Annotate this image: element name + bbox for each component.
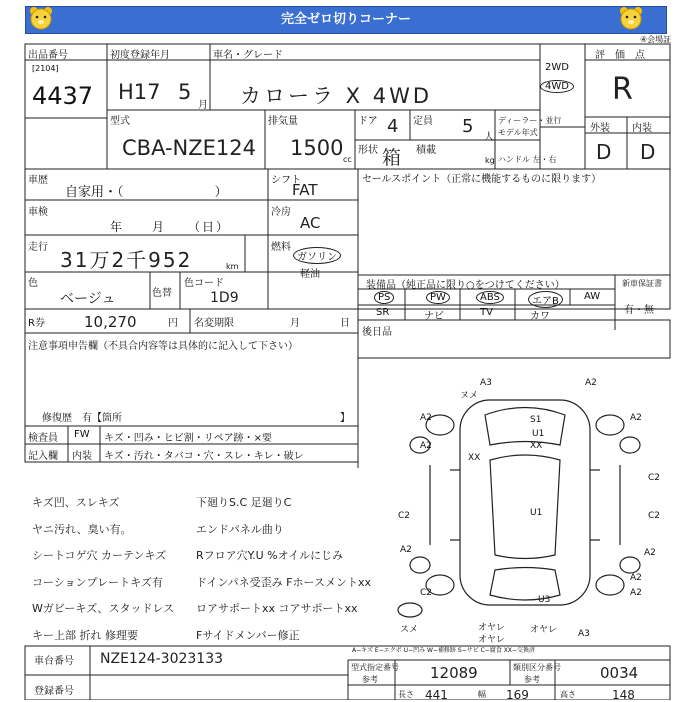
lot-number-sub: [2104] <box>32 64 59 73</box>
equip-aw: AW <box>584 291 601 302</box>
entry-label: 記入欄 <box>28 451 58 462</box>
diagram-mark: A2 <box>630 588 642 598</box>
diagram-mark: A2 <box>420 441 432 451</box>
category-value: 0034 <box>600 664 639 682</box>
4wd-circled: 4WD <box>540 80 574 93</box>
capacity-unit: 人 <box>484 132 494 143</box>
first-registration-label: 初度登録年月 <box>110 50 170 61</box>
diagram-mark: C2 <box>648 511 661 521</box>
diagram-mark: U3 <box>538 595 551 605</box>
fuel-diesel: 軽油 <box>300 269 320 280</box>
diagram-mark: ヌメ <box>460 391 479 401</box>
diagram-mark: C2 <box>648 473 661 483</box>
remark-line: ヤニ汚れ、臭い有。 <box>32 522 132 536</box>
diagram-mark: A2 <box>400 545 412 555</box>
lot-number-label: 出品番号 <box>28 50 68 61</box>
diagram-mark: A2 <box>630 413 642 423</box>
color-code-label: 色コード <box>184 278 224 289</box>
registration-label: 登録番号 <box>34 686 74 697</box>
car-name-label: 車名・グレード <box>213 50 283 61</box>
color-value: ベージュ <box>60 291 116 307</box>
venue-cert-label: ④会場証 <box>640 35 672 44</box>
diagram-mark: A3 <box>480 378 492 388</box>
color-change-label: 色替 <box>152 288 172 299</box>
mileage-value: 31万2千952 <box>60 248 193 272</box>
interior-label: 内装 <box>632 123 652 134</box>
equip-pw: PW <box>426 291 450 304</box>
diagram-mark: XX <box>468 453 481 463</box>
equip-navi: ナビ <box>424 311 444 322</box>
remark-line: Fサイドメンバー修正 <box>196 628 300 642</box>
equipment-label: 装備品（純正品に限り○をつけてください） <box>366 280 565 291</box>
new-warranty-label: 新車保証書 <box>622 279 662 288</box>
repair-history-label: 修復歴 有【箇所 <box>42 413 122 424</box>
sales-point-label: セールスポイント（正常に機能するものに限ります） <box>362 174 602 185</box>
diagram-mark: U1 <box>530 508 543 518</box>
aircon-label: 冷房 <box>271 207 291 218</box>
load-label: 積載 <box>416 145 436 156</box>
chassis-label: 車台番号 <box>34 656 74 667</box>
diagram-mark: XX <box>530 441 543 451</box>
height-value: 148 <box>612 688 635 702</box>
fw-label: FW <box>74 429 90 440</box>
category-label: 類別区分番号 <box>513 663 561 672</box>
car-name-value: カローラ X 4WD <box>240 84 433 108</box>
remark-line: 下廻りS.C 足廻りC <box>196 496 292 509</box>
doors-label: ドア <box>358 116 378 127</box>
chassis-value: NZE124-3023133 <box>100 651 224 667</box>
first-registration-unit: 月 <box>198 100 208 111</box>
width-value: 169 <box>506 688 529 702</box>
color-label: 色 <box>28 278 38 289</box>
equip-ps: PS <box>374 291 394 304</box>
diagram-mark: U1 <box>532 429 545 439</box>
length-label: 長さ <box>398 690 414 699</box>
diagram-mark: C2 <box>420 588 433 598</box>
displacement-value: 1500 <box>290 136 344 160</box>
category-sub: 参考 <box>524 675 540 684</box>
length-value: 441 <box>425 688 448 702</box>
shift-value: FAT <box>292 181 318 199</box>
grade-value: R <box>612 72 633 107</box>
inspection-label: 車検 <box>28 207 48 218</box>
equip-sr: SR <box>376 307 390 318</box>
capacity-value: 5 <box>462 116 474 137</box>
diagram-mark: A3 <box>578 629 590 639</box>
displacement-label: 排気量 <box>268 116 298 127</box>
doors-value: 4 <box>387 116 399 137</box>
diagram-mark: オヤレ <box>478 635 505 645</box>
exterior-grade: D <box>596 140 612 164</box>
dealer-label: ディーラー・並行 <box>498 116 562 125</box>
name-change-label: 名変期限 <box>194 318 234 329</box>
remark-line: エンドパネル曲り <box>196 522 284 536</box>
remark-line: キー上部 折れ 修理要 <box>32 628 138 642</box>
fw-items: キズ・凹み・ヒビ割・リペア跡・×要 <box>104 433 272 444</box>
type-designation-label: 型式指定番号 <box>351 663 399 672</box>
body-value: 箱 <box>382 147 402 169</box>
diagram-mark: オヤレ <box>478 623 505 633</box>
recycle-value: 10,270 <box>84 313 137 331</box>
interior-check-items: キズ・汚れ・タバコ・穴・スレ・キレ・破レ <box>104 451 304 462</box>
history-value: 自家用・（ ） <box>65 185 228 200</box>
remark-line: Wガビーキズ、スタッドレス <box>32 602 175 615</box>
grade-label: 評 価 点 <box>595 50 645 61</box>
body-label: 形状 <box>358 145 378 156</box>
displacement-unit: cc <box>343 155 352 164</box>
mileage-label: 走行 <box>28 242 48 253</box>
color-code-value: 1D9 <box>210 290 239 306</box>
remark-line: キズ凹、スレキズ <box>32 496 120 509</box>
car-damage-diagram <box>390 370 670 645</box>
height-label: 高さ <box>560 690 576 699</box>
type-designation-sub: 参考 <box>362 675 378 684</box>
remark-line: シートコゲ穴 カーテンキズ <box>32 549 167 562</box>
handle-label: ハンドル 左・右 <box>498 155 557 164</box>
new-warranty-value: 有・無 <box>624 305 654 316</box>
notes-label: 注意事項申告欄（不具合内容等は具体的に記入して下さい） <box>28 341 298 352</box>
inspector-label: 検査員 <box>28 433 58 444</box>
fuel-gasoline-circled: ガソリン <box>293 247 341 264</box>
recycle-unit: 円 <box>168 318 178 329</box>
model-label: 型式 <box>110 116 130 127</box>
first-registration-month: 5 <box>178 80 192 104</box>
diagram-mark: A2 <box>644 548 656 558</box>
interior-grade: D <box>640 140 656 164</box>
remark-line: ドインパネ受歪み Fホースメントxx <box>196 575 371 589</box>
name-change-month: 月 <box>290 318 300 329</box>
equip-airbag: エアB <box>528 291 563 308</box>
width-label: 幅 <box>478 690 486 699</box>
model-year-label: モデル年式 <box>498 128 538 137</box>
damage-legend: A−キズ E−エクボ U−凹み W−補修跡 S−サビ C−腐食 XX−交換済 <box>352 647 535 654</box>
equip-abs: ABS <box>476 291 504 304</box>
first-registration-era: H17 <box>118 80 161 104</box>
history-label: 車歴 <box>28 175 48 186</box>
mileage-unit: km <box>226 262 239 271</box>
remark-line: ロアサポートxx コアサポートxx <box>196 602 358 615</box>
repair-history-close: 】 <box>340 413 350 424</box>
equip-tv: TV <box>480 307 493 318</box>
interior-check-label: 内装 <box>72 451 92 462</box>
inspection-value: 年 月 （日） <box>110 220 231 234</box>
name-change-day: 日 <box>340 318 350 329</box>
later-items-label: 後日品 <box>362 327 392 338</box>
remark-line: Rフロア穴Y.U %オイルにじみ <box>196 549 344 562</box>
diagram-mark: A2 <box>420 413 432 423</box>
fuel-label: 燃料 <box>271 242 291 253</box>
remarks-left <box>32 490 174 649</box>
diagram-mark: A2 <box>630 573 642 583</box>
diagram-mark: オヤレ <box>530 625 557 635</box>
aircon-value: AC <box>300 214 321 232</box>
recycle-label: R券 <box>28 318 45 329</box>
remarks-right <box>196 490 371 649</box>
remark-line: コーションプレートキズ有 <box>32 575 163 589</box>
load-unit: kg <box>485 156 495 165</box>
model-value: CBA-NZE124 <box>122 136 256 160</box>
diagram-mark: C2 <box>398 511 411 521</box>
capacity-label: 定員 <box>413 116 433 127</box>
2wd-label: 2WD <box>545 62 569 73</box>
type-designation-value: 12089 <box>430 664 478 682</box>
exterior-label: 外装 <box>590 123 610 134</box>
corner-title-bar: 完全ゼロ切りコーナー <box>25 6 667 34</box>
diagram-mark: S1 <box>530 415 542 425</box>
diagram-mark: A2 <box>585 378 597 388</box>
lot-number-value: 4437 <box>32 82 94 110</box>
equip-leather: カワ <box>530 311 550 322</box>
shift-label: シフト <box>271 175 301 186</box>
diagram-mark: スメ <box>400 625 419 635</box>
